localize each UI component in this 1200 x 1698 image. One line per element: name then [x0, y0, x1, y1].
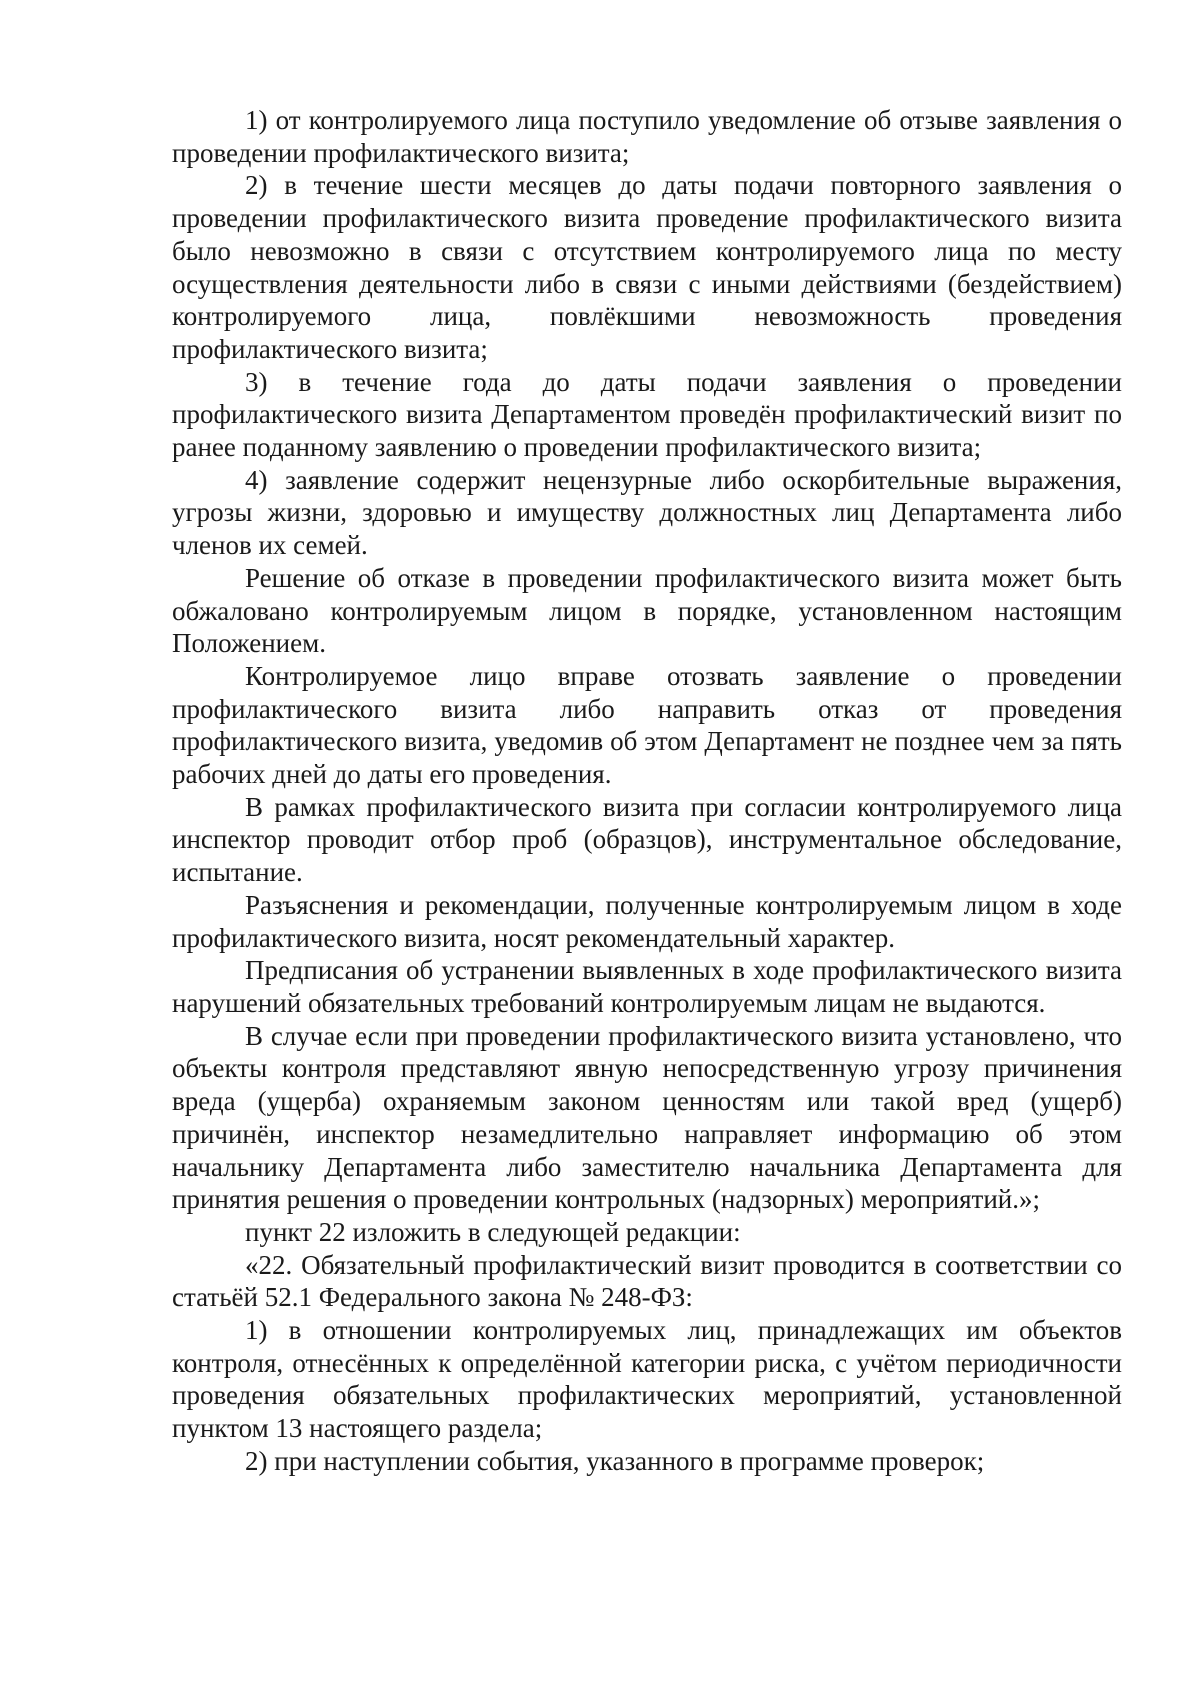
paragraph-9: Предписания об устранении выявленных в ходе профилактического визита нарушений обязательных требований контролируемым лицам не выдаются.	[172, 955, 1122, 1018]
paragraph-6: Контролируемое лицо вправе отозвать заявление о проведении профилактического визита либо направить отказ от проведения профилактического визита, уведомив об этом Департамент не позднее чем за пять рабочих дней до даты его проведения.	[172, 660, 1122, 790]
paragraph-11: пункт 22 изложить в следующей редакции:	[245, 1216, 741, 1247]
paragraph-12: «22. Обязательный профилактический визит проводится в соответствии со статьёй 52.1 Федерального закона № 248-ФЗ:	[172, 1249, 1122, 1313]
paragraph-5: Решение об отказе в проведении профилактического визита может быть обжаловано контролируемым лицом в порядке, установленном настоящим Положением.	[172, 562, 1122, 659]
paragraph-7: В рамках профилактического визита при согласии контролируемого лица инспектор проводит отбор проб (образцов), инструментальное обследование, испытание.	[172, 791, 1122, 888]
paragraph-13: 1) в отношении контролируемых лиц, принадлежащих им объектов контроля, отнесённых к определённой категории риска, с учётом периодичности проведения обязательных профилактических мероприятий, установленной пунктом 13 настоящего раздела;	[172, 1315, 1122, 1444]
paragraph-1: 1) от контролируемого лица поступило уведомление об отзыве заявления о проведении профилактического визита;	[172, 105, 1122, 168]
paragraph-8: Разъяснения и рекомендации, полученные контролируемым лицом в ходе профилактического визита, носят рекомендательный характер.	[172, 889, 1122, 953]
paragraph-14: 2) при наступлении события, указанного в программе проверок;	[245, 1445, 985, 1476]
document-page	[172, 104, 1122, 1478]
paragraph-10: В случае если при проведении профилактического визита установлено, что объекты контроля представляют явную непосредственную угрозу причинения вреда (ущерба) охраняемым законом ценностям или такой вред (ущерб) причинён, инспектор незамедлительно направляет информацию об этом начальнику Департамента либо заместителю начальника Департамента для принятия решения о проведении контрольных (надзорных) мероприятий.»;	[172, 1020, 1122, 1215]
paragraph-4: 4) заявление содержит нецензурные либо оскорбительные выражения, угрозы жизни, здоровью и имуществу должностных лиц Департамента либо членов их семей.	[172, 464, 1122, 561]
paragraph-3: 3) в течение года до даты подачи заявления о проведении профилактического визита Департаментом проведён профилактический визит по ранее поданному заявлению о проведении профилактического визита;	[172, 366, 1122, 463]
paragraph-2: 2) в течение шести месяцев до даты подачи повторного заявления о проведении профилактического визита проведение профилактического визита было невозможно в связи с отсутствием контролируемого лица по месту осуществления деятельности либо в связи с иными действиями (бездействием) контролируемого лица, повлёкшими невозможность проведения профилактического визита;	[172, 170, 1122, 364]
